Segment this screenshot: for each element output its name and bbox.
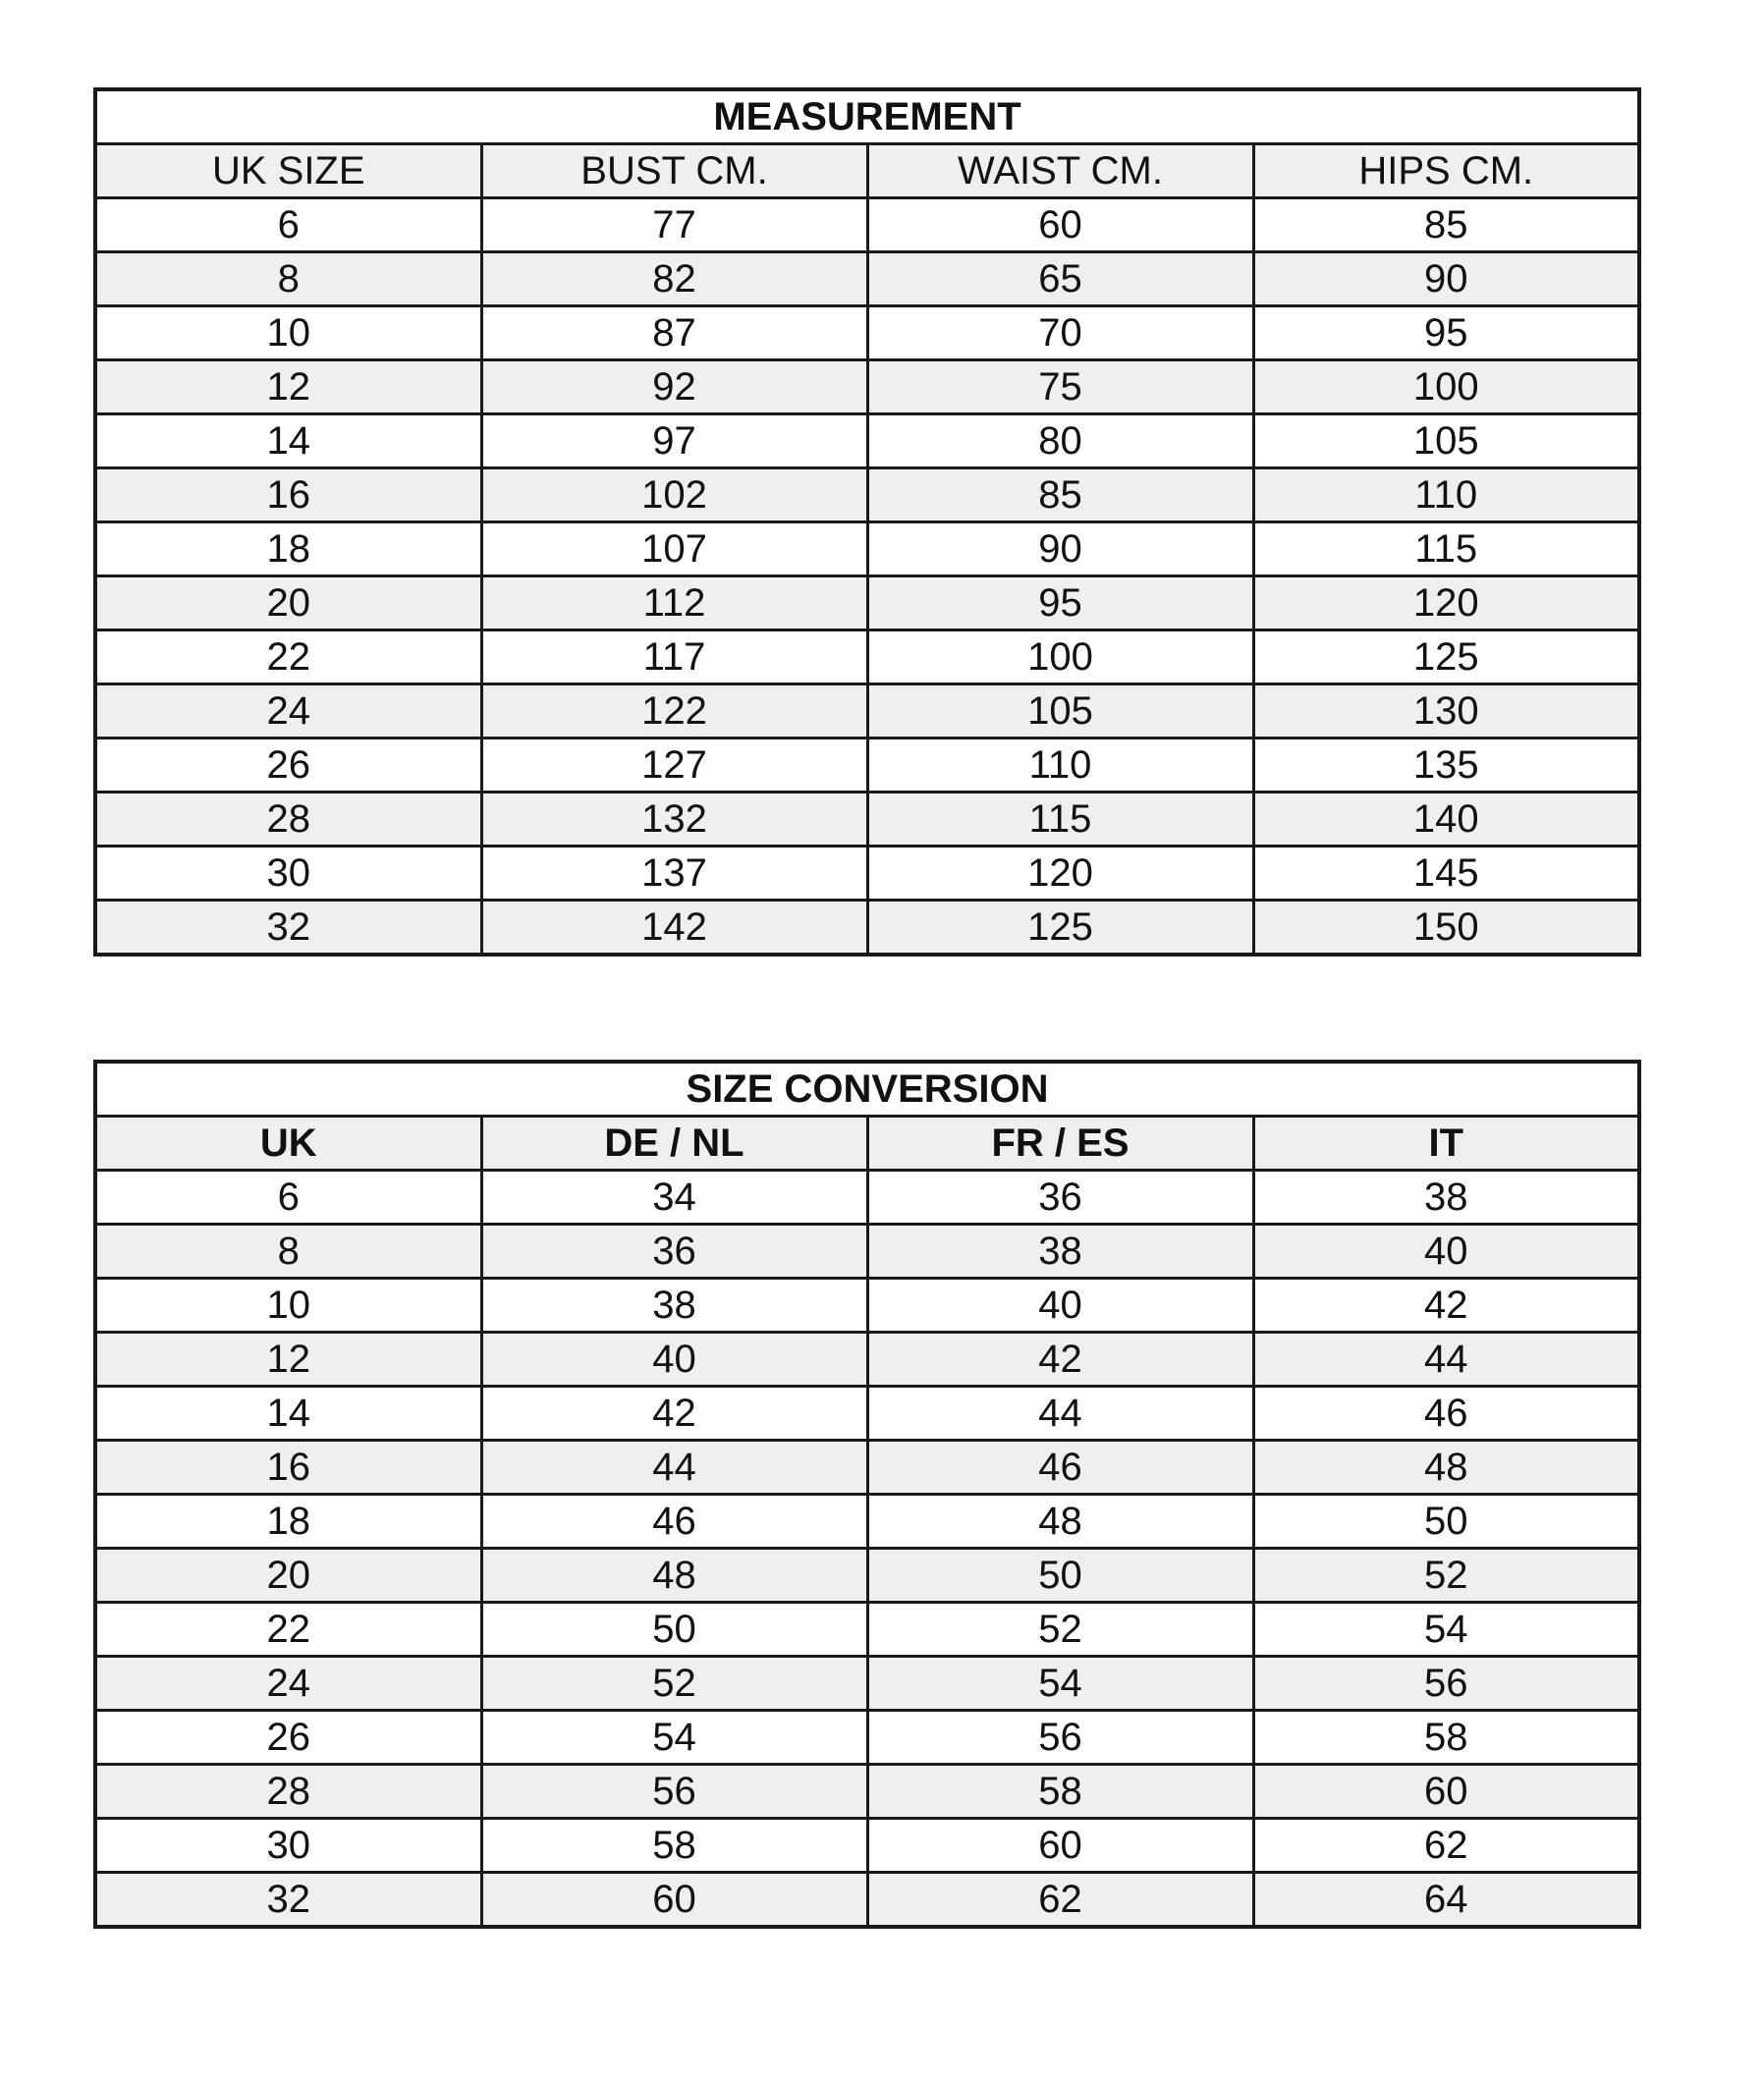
table-cell: 12 bbox=[95, 1333, 481, 1387]
table-cell: 46 bbox=[867, 1441, 1253, 1495]
table-cell: 60 bbox=[481, 1873, 867, 1928]
table-cell: 90 bbox=[1253, 252, 1639, 306]
table-row bbox=[95, 252, 1639, 306]
table-cell: 90 bbox=[867, 522, 1253, 576]
table-cell: 105 bbox=[1253, 414, 1639, 468]
table-cell: 28 bbox=[95, 1765, 481, 1819]
table-cell: 18 bbox=[95, 522, 481, 576]
table-cell: 42 bbox=[481, 1387, 867, 1441]
measurement-header-row bbox=[95, 144, 1639, 198]
table-cell: 58 bbox=[867, 1765, 1253, 1819]
table-row bbox=[95, 1279, 1639, 1333]
size-conversion-title: SIZE CONVERSION bbox=[95, 1062, 1639, 1117]
table-row bbox=[95, 198, 1639, 252]
table-cell: 60 bbox=[867, 198, 1253, 252]
table-cell: 125 bbox=[1253, 630, 1639, 684]
table-cell: 127 bbox=[481, 739, 867, 793]
table-cell: 122 bbox=[481, 684, 867, 739]
table-cell: 46 bbox=[1253, 1387, 1639, 1441]
table-row bbox=[95, 1441, 1639, 1495]
column-header-uk-size: UK SIZE bbox=[95, 144, 481, 198]
table-cell: 58 bbox=[1253, 1711, 1639, 1765]
table-cell: 8 bbox=[95, 252, 481, 306]
table-cell: 20 bbox=[95, 576, 481, 630]
table-cell: 50 bbox=[1253, 1495, 1639, 1549]
table-cell: 132 bbox=[481, 793, 867, 847]
table-cell: 100 bbox=[867, 630, 1253, 684]
table-cell: 48 bbox=[1253, 1441, 1639, 1495]
table-row bbox=[95, 1765, 1639, 1819]
table-cell: 48 bbox=[481, 1549, 867, 1603]
table-cell: 107 bbox=[481, 522, 867, 576]
table-row bbox=[95, 360, 1639, 414]
table-cell: 22 bbox=[95, 1603, 481, 1657]
table-row bbox=[95, 1225, 1639, 1279]
column-header-uk: UK bbox=[95, 1117, 481, 1171]
table-row bbox=[95, 1603, 1639, 1657]
table-cell: 40 bbox=[481, 1333, 867, 1387]
size-conversion-header-row bbox=[95, 1117, 1639, 1171]
table-cell: 16 bbox=[95, 468, 481, 522]
column-header-bust: BUST CM. bbox=[481, 144, 867, 198]
table-cell: 48 bbox=[867, 1495, 1253, 1549]
table-row bbox=[95, 1387, 1639, 1441]
measurement-table bbox=[93, 87, 1641, 957]
table-cell: 87 bbox=[481, 306, 867, 360]
table-cell: 95 bbox=[1253, 306, 1639, 360]
table-row bbox=[95, 630, 1639, 684]
table-row bbox=[95, 414, 1639, 468]
table-cell: 44 bbox=[1253, 1333, 1639, 1387]
table-cell: 120 bbox=[867, 847, 1253, 901]
table-cell: 62 bbox=[867, 1873, 1253, 1928]
table-row bbox=[95, 468, 1639, 522]
table-cell: 40 bbox=[867, 1279, 1253, 1333]
column-header-waist: WAIST CM. bbox=[867, 144, 1253, 198]
table-cell: 56 bbox=[1253, 1657, 1639, 1711]
table-cell: 60 bbox=[867, 1819, 1253, 1873]
table-cell: 44 bbox=[481, 1441, 867, 1495]
table-cell: 52 bbox=[481, 1657, 867, 1711]
column-header-de-nl: DE / NL bbox=[481, 1117, 867, 1171]
table-cell: 56 bbox=[481, 1765, 867, 1819]
table-cell: 125 bbox=[867, 901, 1253, 956]
table-cell: 22 bbox=[95, 630, 481, 684]
table-cell: 110 bbox=[1253, 468, 1639, 522]
table-cell: 115 bbox=[1253, 522, 1639, 576]
table-cell: 135 bbox=[1253, 739, 1639, 793]
table-cell: 112 bbox=[481, 576, 867, 630]
table-cell: 52 bbox=[867, 1603, 1253, 1657]
table-row bbox=[95, 1495, 1639, 1549]
table-cell: 26 bbox=[95, 1711, 481, 1765]
table-cell: 18 bbox=[95, 1495, 481, 1549]
table-cell: 75 bbox=[867, 360, 1253, 414]
table-cell: 46 bbox=[481, 1495, 867, 1549]
table-cell: 54 bbox=[1253, 1603, 1639, 1657]
table-cell: 150 bbox=[1253, 901, 1639, 956]
measurement-title: MEASUREMENT bbox=[95, 89, 1639, 144]
table-cell: 115 bbox=[867, 793, 1253, 847]
table-cell: 100 bbox=[1253, 360, 1639, 414]
table-cell: 30 bbox=[95, 847, 481, 901]
column-header-it: IT bbox=[1253, 1117, 1639, 1171]
table-cell: 32 bbox=[95, 901, 481, 956]
table-cell: 36 bbox=[481, 1225, 867, 1279]
table-cell: 38 bbox=[867, 1225, 1253, 1279]
table-row bbox=[95, 1171, 1639, 1225]
table-cell: 85 bbox=[867, 468, 1253, 522]
table-cell: 140 bbox=[1253, 793, 1639, 847]
table-row bbox=[95, 901, 1639, 956]
table-cell: 50 bbox=[867, 1549, 1253, 1603]
table-cell: 20 bbox=[95, 1549, 481, 1603]
table-cell: 6 bbox=[95, 1171, 481, 1225]
table-cell: 137 bbox=[481, 847, 867, 901]
column-header-hips: HIPS CM. bbox=[1253, 144, 1639, 198]
table-row bbox=[95, 1711, 1639, 1765]
table-cell: 102 bbox=[481, 468, 867, 522]
table-cell: 70 bbox=[867, 306, 1253, 360]
table-row bbox=[95, 739, 1639, 793]
table-cell: 12 bbox=[95, 360, 481, 414]
table-row bbox=[95, 1657, 1639, 1711]
table-cell: 34 bbox=[481, 1171, 867, 1225]
table-cell: 80 bbox=[867, 414, 1253, 468]
table-cell: 54 bbox=[867, 1657, 1253, 1711]
table-cell: 40 bbox=[1253, 1225, 1639, 1279]
table-row bbox=[95, 1549, 1639, 1603]
table-row bbox=[95, 793, 1639, 847]
table-cell: 10 bbox=[95, 306, 481, 360]
table-row bbox=[95, 306, 1639, 360]
table-cell: 42 bbox=[867, 1333, 1253, 1387]
table-cell: 142 bbox=[481, 901, 867, 956]
table-cell: 92 bbox=[481, 360, 867, 414]
table-cell: 105 bbox=[867, 684, 1253, 739]
table-cell: 30 bbox=[95, 1819, 481, 1873]
table-cell: 64 bbox=[1253, 1873, 1639, 1928]
size-conversion-table bbox=[93, 1060, 1641, 1929]
column-header-fr-es: FR / ES bbox=[867, 1117, 1253, 1171]
table-cell: 130 bbox=[1253, 684, 1639, 739]
table-cell: 24 bbox=[95, 1657, 481, 1711]
table-row bbox=[95, 684, 1639, 739]
table-cell: 60 bbox=[1253, 1765, 1639, 1819]
table-row bbox=[95, 1819, 1639, 1873]
table-cell: 85 bbox=[1253, 198, 1639, 252]
table-cell: 26 bbox=[95, 739, 481, 793]
table-cell: 77 bbox=[481, 198, 867, 252]
table-cell: 95 bbox=[867, 576, 1253, 630]
table-row bbox=[95, 522, 1639, 576]
table-cell: 8 bbox=[95, 1225, 481, 1279]
table-cell: 117 bbox=[481, 630, 867, 684]
table-cell: 56 bbox=[867, 1711, 1253, 1765]
table-row bbox=[95, 576, 1639, 630]
table-cell: 65 bbox=[867, 252, 1253, 306]
size-conversion-body bbox=[95, 1171, 1639, 1928]
table-cell: 14 bbox=[95, 414, 481, 468]
table-cell: 14 bbox=[95, 1387, 481, 1441]
table-row bbox=[95, 847, 1639, 901]
measurement-body bbox=[95, 198, 1639, 956]
table-cell: 38 bbox=[481, 1279, 867, 1333]
table-row bbox=[95, 1333, 1639, 1387]
table-cell: 24 bbox=[95, 684, 481, 739]
table-cell: 145 bbox=[1253, 847, 1639, 901]
table-cell: 16 bbox=[95, 1441, 481, 1495]
table-cell: 10 bbox=[95, 1279, 481, 1333]
table-cell: 6 bbox=[95, 198, 481, 252]
table-cell: 52 bbox=[1253, 1549, 1639, 1603]
table-row bbox=[95, 1873, 1639, 1928]
table-cell: 58 bbox=[481, 1819, 867, 1873]
table-cell: 54 bbox=[481, 1711, 867, 1765]
table-cell: 42 bbox=[1253, 1279, 1639, 1333]
table-cell: 44 bbox=[867, 1387, 1253, 1441]
table-cell: 97 bbox=[481, 414, 867, 468]
table-cell: 28 bbox=[95, 793, 481, 847]
table-cell: 62 bbox=[1253, 1819, 1639, 1873]
table-cell: 32 bbox=[95, 1873, 481, 1928]
table-cell: 36 bbox=[867, 1171, 1253, 1225]
table-cell: 38 bbox=[1253, 1171, 1639, 1225]
table-cell: 50 bbox=[481, 1603, 867, 1657]
table-cell: 120 bbox=[1253, 576, 1639, 630]
table-cell: 82 bbox=[481, 252, 867, 306]
table-cell: 110 bbox=[867, 739, 1253, 793]
